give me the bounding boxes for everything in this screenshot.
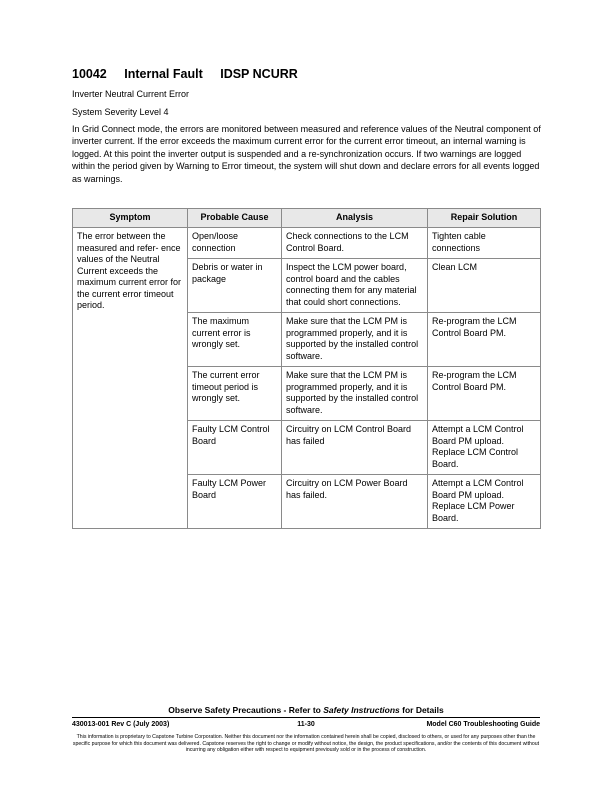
guide-title: Model C60 Troubleshooting Guide xyxy=(426,721,540,728)
cause-cell: The maximum current error is wrongly set. xyxy=(188,313,282,367)
fault-category: Internal Fault xyxy=(124,67,203,81)
document-number: 430013-001 Rev C (July 2003) xyxy=(72,721,170,728)
repair-cell: Re-program the LCM Control Board PM. xyxy=(428,367,541,421)
fault-description: In Grid Connect mode, the errors are monitored between measured and reference values of the Neutral component of inverter current. If the error exceeds the maximum current error for the current error timeout, an internal warning is logged. At this point the inverter output is suspended and a re-synchronization occurs. If two warnings are logged within the period given by Warning to Error timeout, the system will shut down and declare errors for all events logged as warnings. xyxy=(72,124,541,184)
troubleshooting-table xyxy=(72,208,541,529)
severity-level: System Severity Level 4 xyxy=(72,107,169,117)
cause-cell: Debris or water in package xyxy=(188,259,282,313)
symptom-cell: The error between the measured and refer- ence values of the Neutral Current exceeds the maximum current error for the current error timeout period. xyxy=(73,228,188,529)
fault-title xyxy=(72,67,312,81)
col-header-repair-solution: Repair Solution xyxy=(428,209,541,228)
repair-cell: Attempt a LCM Control Board PM upload. Replace LCM Power Board. xyxy=(428,475,541,529)
cause-cell: Faulty LCM Control Board xyxy=(188,421,282,475)
safety-instructions-ref: Safety Instructions xyxy=(323,705,400,715)
analysis-cell: Inspect the LCM power board, control board and the cables connecting them for any material that could short connections. xyxy=(282,259,428,313)
safety-suffix: for Details xyxy=(399,705,444,715)
fault-name: IDSP NCURR xyxy=(220,67,298,81)
repair-cell: Attempt a LCM Control Board PM upload. Replace LCM Control Board. xyxy=(428,421,541,475)
analysis-cell: Circuitry on LCM Power Board has failed. xyxy=(282,475,428,529)
col-header-probable-cause: Probable Cause xyxy=(188,209,282,228)
analysis-cell: Make sure that the LCM PM is programmed properly, and it is supported by the installed control software. xyxy=(282,367,428,421)
col-header-symptom: Symptom xyxy=(73,209,188,228)
safety-notice xyxy=(0,705,612,715)
fault-subtitle: Inverter Neutral Current Error xyxy=(72,89,190,99)
page-number: 11-30 xyxy=(297,721,315,728)
fault-code: 10042 xyxy=(72,67,107,81)
safety-prefix: Observe Safety Precautions - Refer to xyxy=(168,705,324,715)
footer-divider xyxy=(72,717,540,718)
table-row xyxy=(73,228,541,259)
analysis-cell: Make sure that the LCM PM is programmed properly, and it is supported by the installed control software. xyxy=(282,313,428,367)
analysis-cell: Circuitry on LCM Control Board has failed xyxy=(282,421,428,475)
cause-cell: Faulty LCM Power Board xyxy=(188,475,282,529)
proprietary-notice: This information is proprietary to Capstone Turbine Corporation. Neither this document nor the information contained herein shall be copied, disclosed to others, or used for any purposes other than the specific purpose for which this document was delivered. Capstone reserves the right to change or modify without notice, the design, the product specifications, and/or the contents of this document without incurring any obligation either with respect to equipment previously sold or in the process of construction. xyxy=(72,734,540,754)
cause-cell: The current error timeout period is wrongly set. xyxy=(188,367,282,421)
cause-cell: Open/loose connection xyxy=(188,228,282,259)
repair-cell: Clean LCM xyxy=(428,259,541,313)
analysis-cell: Check connections to the LCM Control Board. xyxy=(282,228,428,259)
repair-cell: Tighten cable connections xyxy=(428,228,541,259)
repair-cell: Re-program the LCM Control Board PM. xyxy=(428,313,541,367)
col-header-analysis: Analysis xyxy=(282,209,428,228)
table-header-row xyxy=(73,209,541,228)
